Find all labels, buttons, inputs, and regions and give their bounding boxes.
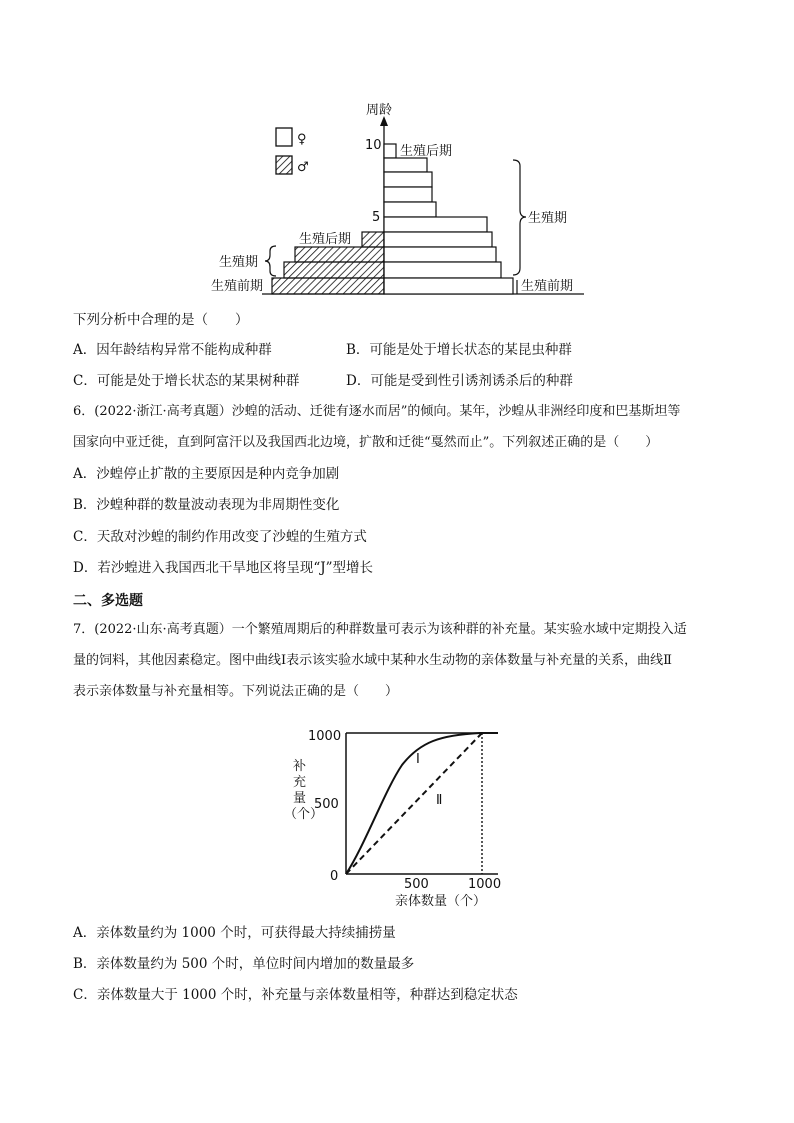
female-bar: [384, 217, 487, 232]
q5-option-a[interactable]: A．因年龄结构异常不能构成种群: [73, 342, 272, 358]
legend-female-symbol: ♀: [297, 132, 307, 147]
curve-1-label: Ⅰ: [416, 752, 420, 767]
female-bar: [384, 144, 396, 158]
recruitment-curve-chart: [0, 700, 794, 920]
chart-y-tick-0: 0: [330, 869, 339, 884]
q6-option-c[interactable]: C．天敌对沙蝗的制约作用改变了沙蝗的生殖方式: [73, 529, 367, 545]
legend-female-swatch: [276, 128, 292, 146]
female-bars: [384, 144, 513, 294]
curve-1: [346, 733, 498, 874]
female-bar: [384, 187, 432, 202]
male-bar: [272, 278, 384, 294]
q6-option-a[interactable]: A．沙蝗停止扩散的主要原因是种内竞争加剧: [73, 466, 340, 482]
bracket-reproductive-left: [265, 246, 276, 276]
q7-option-a[interactable]: A．亲体数量约为 1000 个时，可获得最大持续捕捞量: [73, 925, 396, 941]
q7-option-b[interactable]: B．亲体数量约为 500 个时，单位时间内增加的数量最多: [73, 956, 415, 972]
q5-option-c[interactable]: C．可能是处于增长状态的某果树种群: [73, 373, 300, 389]
q6-option-d[interactable]: D．若沙蝗进入我国西北干旱地区将呈现“J”型增长: [73, 560, 374, 576]
female-bar: [384, 262, 501, 278]
label-reproductive-right: 生殖期: [528, 211, 568, 226]
q6-stem-line-2: 国家向中亚迁徙，直到阿富汗以及我国西北边境，扩散和迁徙“戛然而止”。下列叙述正确的是（ ）: [73, 435, 659, 450]
chart-x-tick-500: 500: [404, 877, 429, 892]
q7-stem-line-3: 表示亲体数量与补充量相等。下列说法正确的是（ ）: [73, 684, 399, 699]
label-post-reproductive-left: 生殖后期: [299, 232, 352, 247]
q5-prompt: 下列分析中合理的是（ ）: [73, 312, 249, 328]
curve-2-label: Ⅱ: [436, 793, 443, 808]
legend-male-symbol: ♂: [297, 160, 309, 175]
pyramid-tick-10: 10: [365, 138, 382, 153]
chart-y-tick-500: 500: [314, 797, 339, 812]
q5-option-d[interactable]: D．可能是受到性引诱剂诱杀后的种群: [346, 373, 573, 389]
q7-option-c[interactable]: C．亲体数量大于 1000 个时，补充量与亲体数量相等，种群达到稳定状态: [73, 987, 518, 1003]
chart-y-label-char: （个）: [284, 807, 324, 822]
section-title-multiple-choice: 二、多选题: [73, 593, 143, 609]
bracket-reproductive-right: [513, 160, 526, 275]
pyramid-tick-5: 5: [372, 210, 381, 225]
age-pyramid-figure: [0, 0, 794, 300]
female-bar: [384, 247, 496, 262]
male-bar: [295, 247, 384, 262]
q5-option-b[interactable]: B．可能是处于增长状态的某昆虫种群: [346, 342, 572, 358]
q6-stem-line-1: 6．(2022·浙江·高考真题）沙蝗的活动、迁徙有逐水而居”的倾向。某年，沙蝗从非洲经印度和巴基斯坦等: [73, 404, 681, 419]
chart-x-tick-1000: 1000: [468, 877, 502, 892]
label-reproductive-left: 生殖期: [219, 255, 259, 270]
male-bar: [284, 262, 384, 278]
female-bar: [384, 278, 513, 294]
q7-stem-line-2: 量的饲料，其他因素稳定。图中曲线Ⅰ表示该实验水域中某种水生动物的亲体数量与补充量的关系，曲线Ⅱ: [73, 653, 672, 668]
chart-y-label-char: 量: [293, 791, 307, 806]
chart-y-tick-1000: 1000: [308, 729, 342, 744]
label-pre-reproductive-left: 生殖前期: [211, 279, 264, 294]
chart-y-label-char: 补: [293, 759, 307, 774]
female-bar: [384, 202, 436, 217]
q7-stem-line-1: 7．(2022·山东·高考真题）一个繁殖周期后的种群数量可表示为该种群的补充量。某实验水域中定期投入适: [73, 622, 687, 637]
female-bar: [384, 172, 432, 187]
label-pre-reproductive-right: 生殖前期: [521, 279, 574, 294]
male-bar: [362, 232, 384, 247]
q6-option-b[interactable]: B．沙蝗种群的数量波动表现为非周期性变化: [73, 497, 340, 513]
chart-x-label: 亲体数量（个）: [395, 894, 487, 909]
legend-male-swatch: [276, 156, 292, 174]
chart-y-label-char: 充: [293, 775, 307, 790]
pyramid-y-axis-label: 周龄: [366, 103, 393, 118]
female-bar: [384, 232, 492, 247]
curve-2: [346, 733, 482, 874]
female-bar: [384, 158, 427, 172]
label-post-reproductive-right: 生殖后期: [400, 144, 453, 159]
